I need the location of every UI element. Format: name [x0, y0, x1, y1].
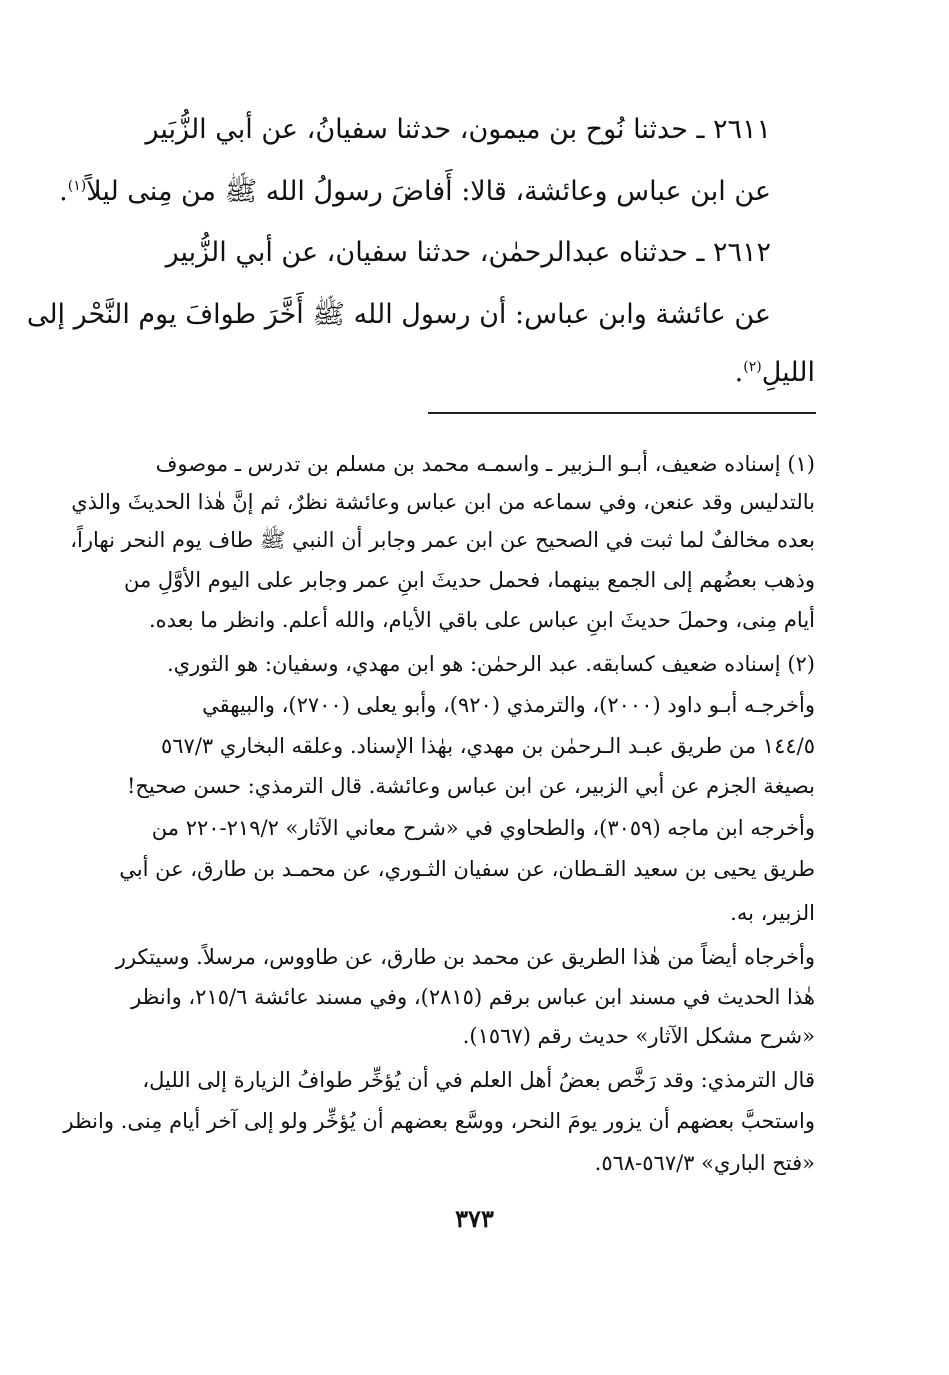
- footnote-line: وذهب بعضُهم إلى الجمع بينهما، فحمل حديثَ ابنِ عمر وجابر على اليوم الأوَّلِ من: [123, 568, 815, 592]
- footnote-line: ١٤٤/٥ من طريق عبـد الـرحمٰن بن مهدي، بهٰذا الإسناد. وعلقه البخاري ٥٦٧/٣: [160, 734, 815, 758]
- footnote-line: هٰذا الحديث في مسند ابن عباس برقم (٢٨١٥)، وفي مسند عائشة ٢١٥/٦، وانظر: [131, 985, 815, 1009]
- footnote-line: بالتدليس وقد عنعن، وفي سماعه من ابن عباس وعائشة نظرٌ، ثم إنَّ هٰذا الحديثَ والذي: [71, 490, 815, 514]
- footnote-line: (١) إسناده ضعيف، أبـو الـزبير ـ واسمـه محمد بن مسلم بن تدرس ـ موصوف: [155, 452, 815, 476]
- footnote-line: «فتح الباري» ٥٦٧/٣-٥٦٨.: [594, 1151, 815, 1175]
- footnote-line: بصيغة الجزم عن أبي الزبير، عن ابن عباس وعائشة. قال الترمذي: حسن صحيح!: [126, 774, 815, 798]
- footnote-line: واستحبَّ بعضهم أن يزور يومَ النحر، ووسَّع بعضهم أن يُؤخِّر ولو إلى آخر أيام مِنى. وانظر: [63, 1109, 815, 1133]
- footnote-line: وأخرجاه أيضاً من هٰذا الطريق عن محمد بن طارق، عن طاووس، مرسلاً. وسيتكرر: [115, 945, 815, 969]
- hadith-2611-line-1: [71, 113, 771, 147]
- hadith-2612-line-2: [26, 298, 771, 332]
- footnote-ref-1[interactable]: (١): [67, 178, 87, 194]
- hadith-2612-line-3: [115, 356, 815, 390]
- hadith-2611-line-2: [59, 175, 771, 209]
- page-number: ٣٧٣: [455, 1204, 494, 1233]
- footnote-line: بعده مخالفٌ لما ثبت في الصحيح عن ابن عمر وجابر أن النبي ﷺ طاف يوم النحر نهاراً،: [70, 528, 815, 552]
- footnote-line: طريق يحيى بن سعيد القـطان، عن سفيان الثـوري، عن محمـد بن طارق، عن أبي: [119, 857, 815, 881]
- footnote-line: وأخرجه ابن ماجه (٣٠٥٩)، والطحاوي في «شرح معاني الآثار» ٢١٩/٢-٢٢٠ من: [151, 816, 815, 840]
- footnote-line: أيام مِنى، وحملَ حديثَ ابنِ عباس على باقي الأيام، والله أعلم. وانظر ما بعده.: [148, 608, 815, 632]
- footnote-line: قال الترمذي: وقد رَخَّص بعضُ أهل العلم في أن يُؤخِّر طوافُ الزيارة إلى الليل،: [142, 1068, 815, 1092]
- footnote-line: (٢) إسناده ضعيف كسابقه. عبد الرحمٰن: هو ابن مهدي، وسفيان: هو الثوري.: [166, 652, 815, 676]
- footnote-ref-2[interactable]: (٢): [743, 359, 762, 375]
- hadith-2611-period: .: [59, 176, 68, 207]
- hadith-2611-text-2: عن ابن عباس وعائشة، قالا: أَفاضَ رسولُ الله ﷺ من مِنى ليلاً: [86, 176, 771, 207]
- hadith-2612-period: .: [734, 357, 744, 388]
- footnote-separator: [428, 412, 816, 414]
- footnote-line: «شرح مشكل الآثار» حديث رقم (١٥٦٧).: [462, 1024, 815, 1048]
- hadith-2612-line-1: [71, 236, 771, 270]
- footnote-line: الزبير، به.: [730, 901, 815, 925]
- hadith-2612-text-3: الليلِ: [761, 357, 815, 388]
- hadith-2612-text-2: عن عائشة وابن عباس: أن رسول الله ﷺ أَخَّرَ طوافَ يوم النَّحْر إلى: [26, 299, 771, 330]
- hadith-2611-text: ٢٦١١ ـ حدثنا نُوح بن ميمون، حدثنا سفيانُ، عن أبي الزُّبَير: [145, 114, 771, 145]
- hadith-2612-text: ٢٦١٢ ـ حدثناه عبدالرحمٰن، حدثنا سفيان، عن أبي الزُّبير: [165, 237, 771, 268]
- footnote-line: وأخرجـه أبـو داود (٢٠٠٠)، والترمذي (٩٢٠)، وأبو يعلى (٢٧٠٠)، والبيهقي: [202, 693, 815, 717]
